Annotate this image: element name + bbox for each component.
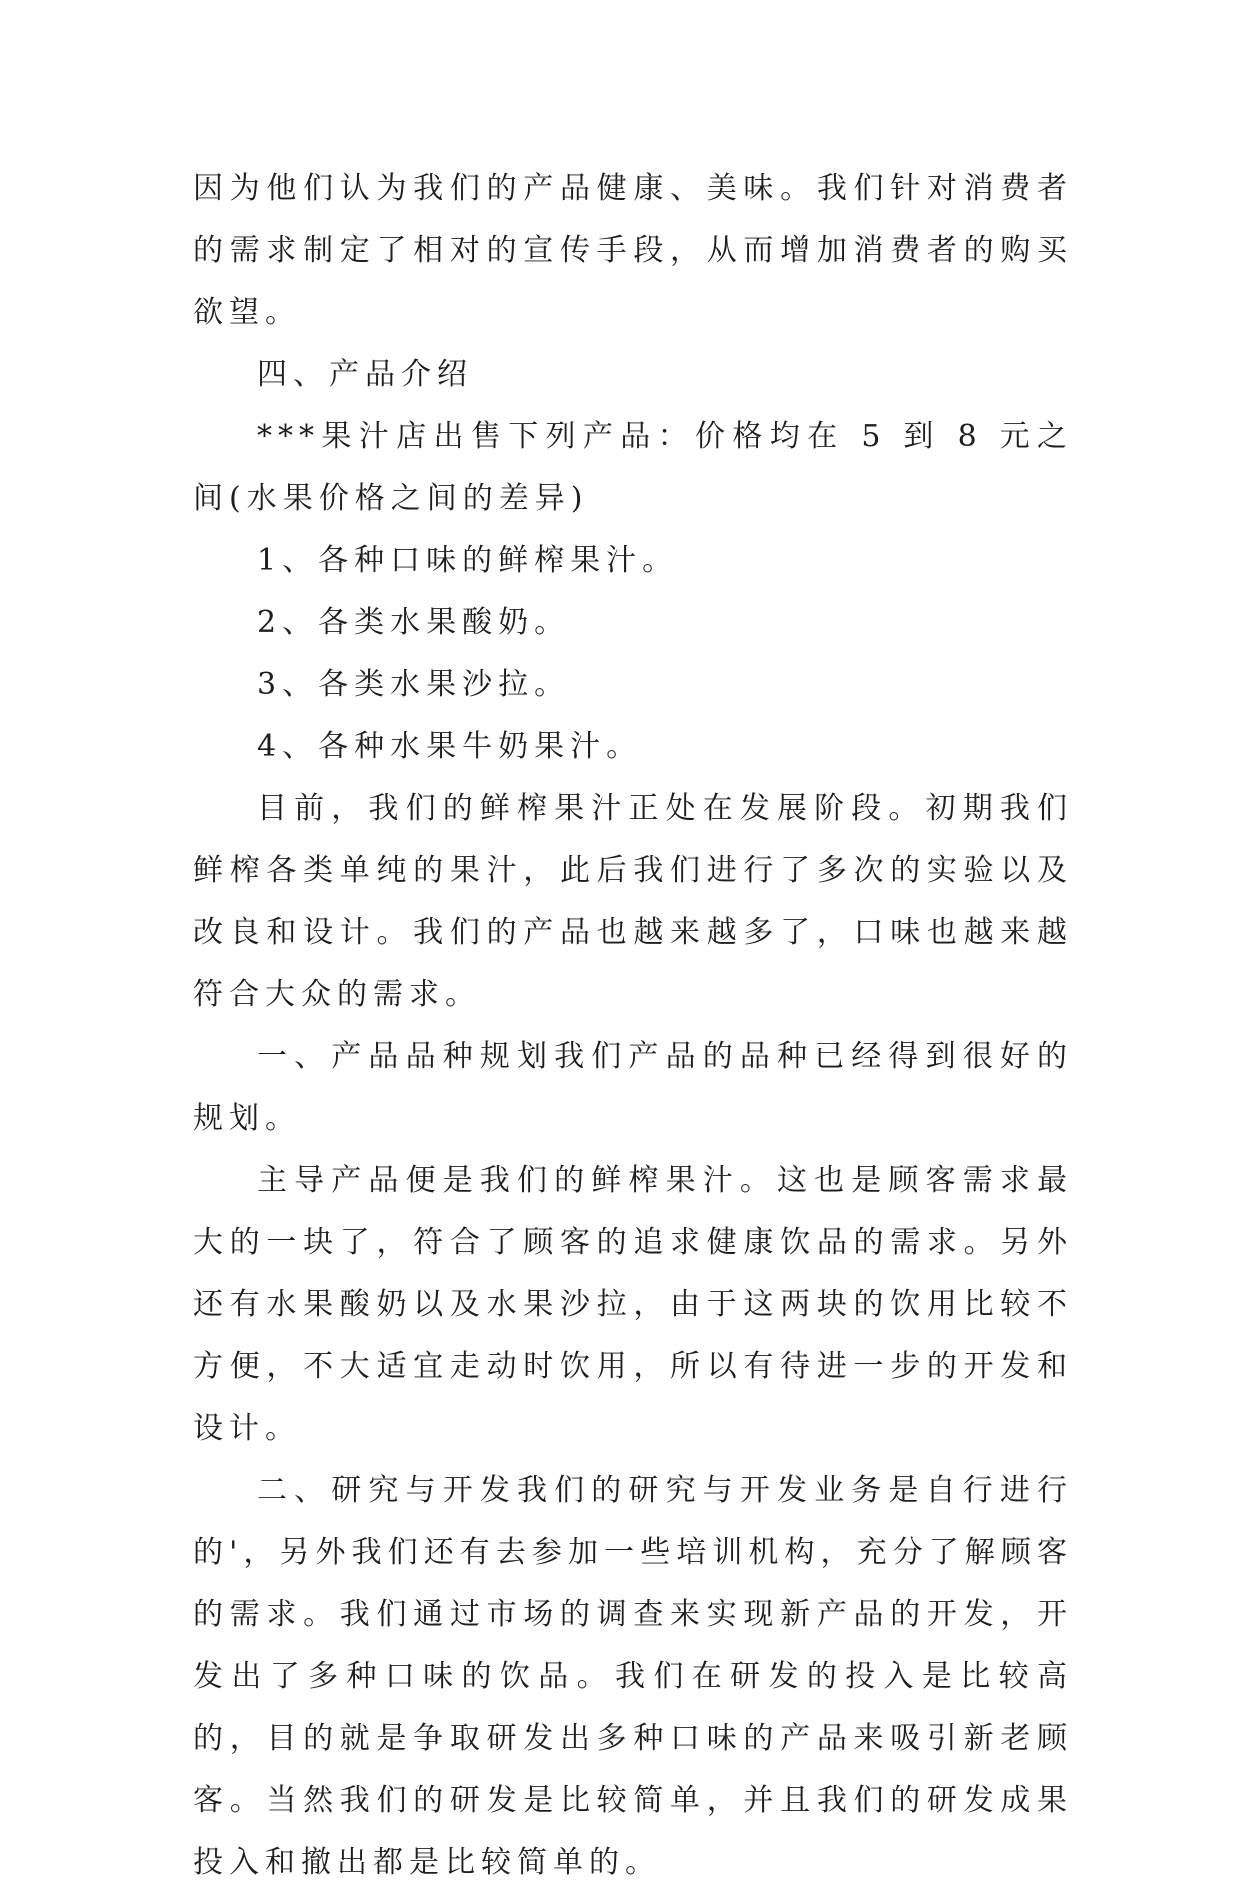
section-heading-product-intro: 四、产品介绍: [257, 357, 473, 392]
paragraph-1: 因为他们认为我们的产品健康、美味。我们针对消费者的需求制定了相对的宣传手段，从而增加消费者的购买欲望。: [193, 171, 1073, 330]
paragraph-research-development: 二、研究与开发我们的研究与开发业务是自行进行的'，另外我们还有去参加一些培训机构，充分了解顾客的需求。我们通过市场的调查来实现新产品的开发，开发出了多种口味的饮品。我们在研发的投入是比较高的，目的就是争取研发出多种口味的产品来吸引新老顾客。当然我们的研发是比较简单，并且我们的研发成果投入和撤出都是比较简单的。: [193, 1473, 1073, 1880]
document-body: [193, 158, 1073, 1894]
list-item-3: 3、各类水果沙拉。: [257, 667, 571, 702]
paragraph-price-range: ***果汁店出售下列产品：价格均在 5 到 8 元之间(水果价格之间的差异): [193, 419, 1073, 516]
list-item-4: 4、各种水果牛奶果汁。: [257, 729, 643, 764]
paragraph-main-product: 主导产品便是我们的鲜榨果汁。这也是顾客需求最大的一块了，符合了顾客的追求健康饮品的需求。另外还有水果酸奶以及水果沙拉，由于这两块的饮用比较不方便，不大适宜走动时饮用，所以有待进一步的开发和设计。: [193, 1163, 1073, 1446]
list-item-2: 2、各类水果酸奶。: [257, 605, 571, 640]
paragraph-development-stage: 目前，我们的鲜榨果汁正处在发展阶段。初期我们鲜榨各类单纯的果汁，此后我们进行了多次的实验以及改良和设计。我们的产品也越来越多了，口味也越来越符合大众的需求。: [193, 791, 1073, 1012]
section-heading-product-planning: 一、产品品种规划我们产品的品种已经得到很好的规划。: [193, 1039, 1073, 1136]
list-item-1: 1、各种口味的鲜榨果汁。: [257, 543, 679, 578]
